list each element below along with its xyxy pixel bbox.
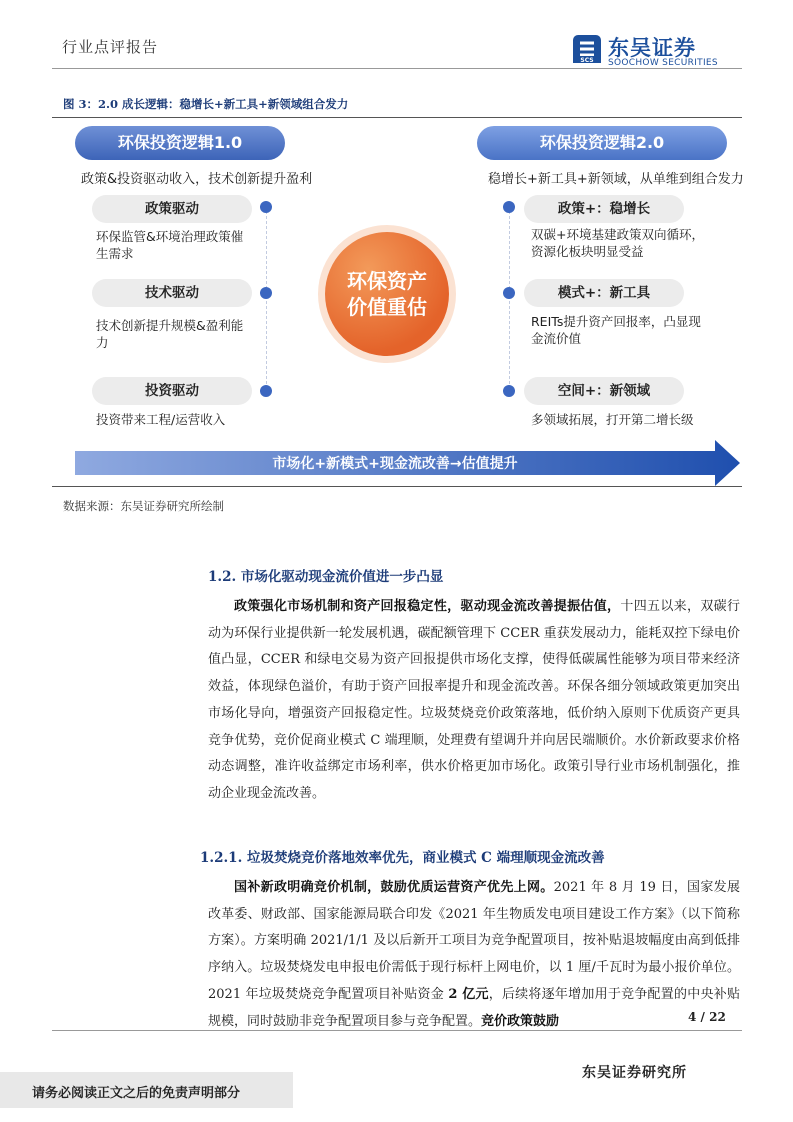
section-1-2-paragraph [208,594,740,808]
right-dot-1 [503,201,515,213]
right-dot-3 [503,385,515,397]
soochow-logo [572,34,742,68]
right-connector-line [509,206,510,394]
section-1-2-1-body-1: 2021 年 8 月 19 日，国家发展改革委、财政部、国家能源局联合印发《2021 年生物质发电项目建设工作方案》（以下简称方案）。方案明确 2021/1/1 及以后新开工项目为竞争配置项目，按补贴退坡幅度由高到低排序纳入。垃圾焚烧发电申报电价需低于现行标杆上网电价，以 1 厘/千瓦时为最小报价单位。2021 年垃圾焚烧竞争配置项目补贴资金 [208,880,740,1002]
tag-policy-driven: 政策驱动 [92,195,252,223]
figure-source: 数据来源：东吴证券研究所绘制 [63,499,224,513]
section-1-2-1-tail: 竞价政策鼓励 [481,1013,560,1029]
scs-logo-icon [572,34,602,64]
right-text-3: 多领域拓展，打开第二增长级 [531,412,694,427]
tag-invest-driven: 投资驱动 [92,377,252,405]
logic-2-title: 环保投资逻辑2.0 [477,126,727,160]
left-text-2: 技术创新提升规模&盈利能力 [96,318,244,350]
right-dot-2 [503,287,515,299]
section-1-2-lead: 政策强化市场机制和资产回报稳定性，驱动现金流改善提振估值， [234,599,621,614]
tag-tech-driven: 技术驱动 [92,279,252,307]
tag-space-plus: 空间+：新领域 [524,377,684,405]
left-text-3: 投资带来工程/运营收入 [96,412,226,427]
logic-1-title: 环保投资逻辑1.0 [75,126,285,160]
section-1-2-1-paragraph [208,875,740,1035]
section-1-2-1-heading: 1.2.1. 垃圾焚烧竞价落地效率优先，商业模式 C 端理顺现金流改善 [200,850,605,866]
logo-mark-text: SCS [580,57,594,64]
circle-line-2: 价值重估 [347,295,427,319]
logo-en-text: SOOCHOW SECURITIES [608,58,718,68]
page-number: 4 / 22 [688,1010,726,1024]
left-dot-1 [260,201,272,213]
tag-policy-plus: 政策+：稳增长 [524,195,684,223]
institute-name: 东吴证券研究所 [582,1065,687,1081]
section-1-2-1-lead: 国补新政明确竞价机制，鼓励优质运营资产优先上网。 [234,880,554,895]
logic-2-subtitle: 稳增长+新工具+新领域，从单维到组合发力 [488,172,744,187]
left-connector-line [266,206,267,394]
figure-bottom-rule [52,486,742,487]
left-text-1: 环保监管&环境治理政策催生需求 [96,229,244,261]
figure-top-rule [52,117,742,118]
disclaimer-text: 请务必阅读正文之后的免责声明部分 [32,1086,241,1101]
header-divider [52,68,742,69]
left-dot-3 [260,385,272,397]
report-type-title: 行业点评报告 [62,38,159,56]
tag-mode-plus: 模式+：新工具 [524,279,684,307]
section-1-2-body: 十四五以来，双碳行动为环保行业提供新一轮发展机遇，碳配额管理下 CCER 重获发展动力，能耗双控下绿电价值凸显，CCER 和绿电交易为资产回报提供市场化支撑，使得低碳属性能够为项目带来经济效益，体现绿色溢价，有助于资产回报率提升和现金流改善。环保各细分领域政策更加突出市场化导向，增强资产回报稳定性。垃圾焚烧竞价政策落地，低价纳入原则下优质资产更具竞争优势，竞价促商业模式 C 端理顺，处理费有望调升并向居民端顺价。水价新政要求价格动态调整，准许收益绑定市场利率，供水价格更加市场化。政策引导行业市场机制强化，推动企业现金流改善。 [208,599,740,801]
left-dot-2 [260,287,272,299]
circle-line-1: 环保资产 [347,269,427,293]
logo-cn-text: 东吴证券 [608,36,696,60]
arrow-label: 市场化+新模式+现金流改善→估值提升 [272,456,518,472]
section-1-2-heading: 1.2. 市场化驱动现金流价值进一步凸显 [208,569,444,585]
value-revaluation-circle [325,232,449,356]
right-text-2: REITs提升资产回报率，凸显现金流价值 [531,314,701,346]
footer-divider [52,1030,742,1031]
logic-1-subtitle: 政策&投资驱动收入，技术创新提升盈利 [81,172,313,187]
subsidy-amount: 2 亿元 [448,986,489,1002]
right-text-1: 双碳+环境基建政策双向循环，资源化板块明显受益 [531,227,704,259]
figure-caption: 图 3：2.0 成长逻辑：稳增长+新工具+新领域组合发力 [63,97,349,111]
section-1-2-1-body-2: ，后续将逐年增加用于竞争配置的中央补贴规模，同时鼓励非竞争配置项目参与竞争配置。 [208,986,740,1029]
